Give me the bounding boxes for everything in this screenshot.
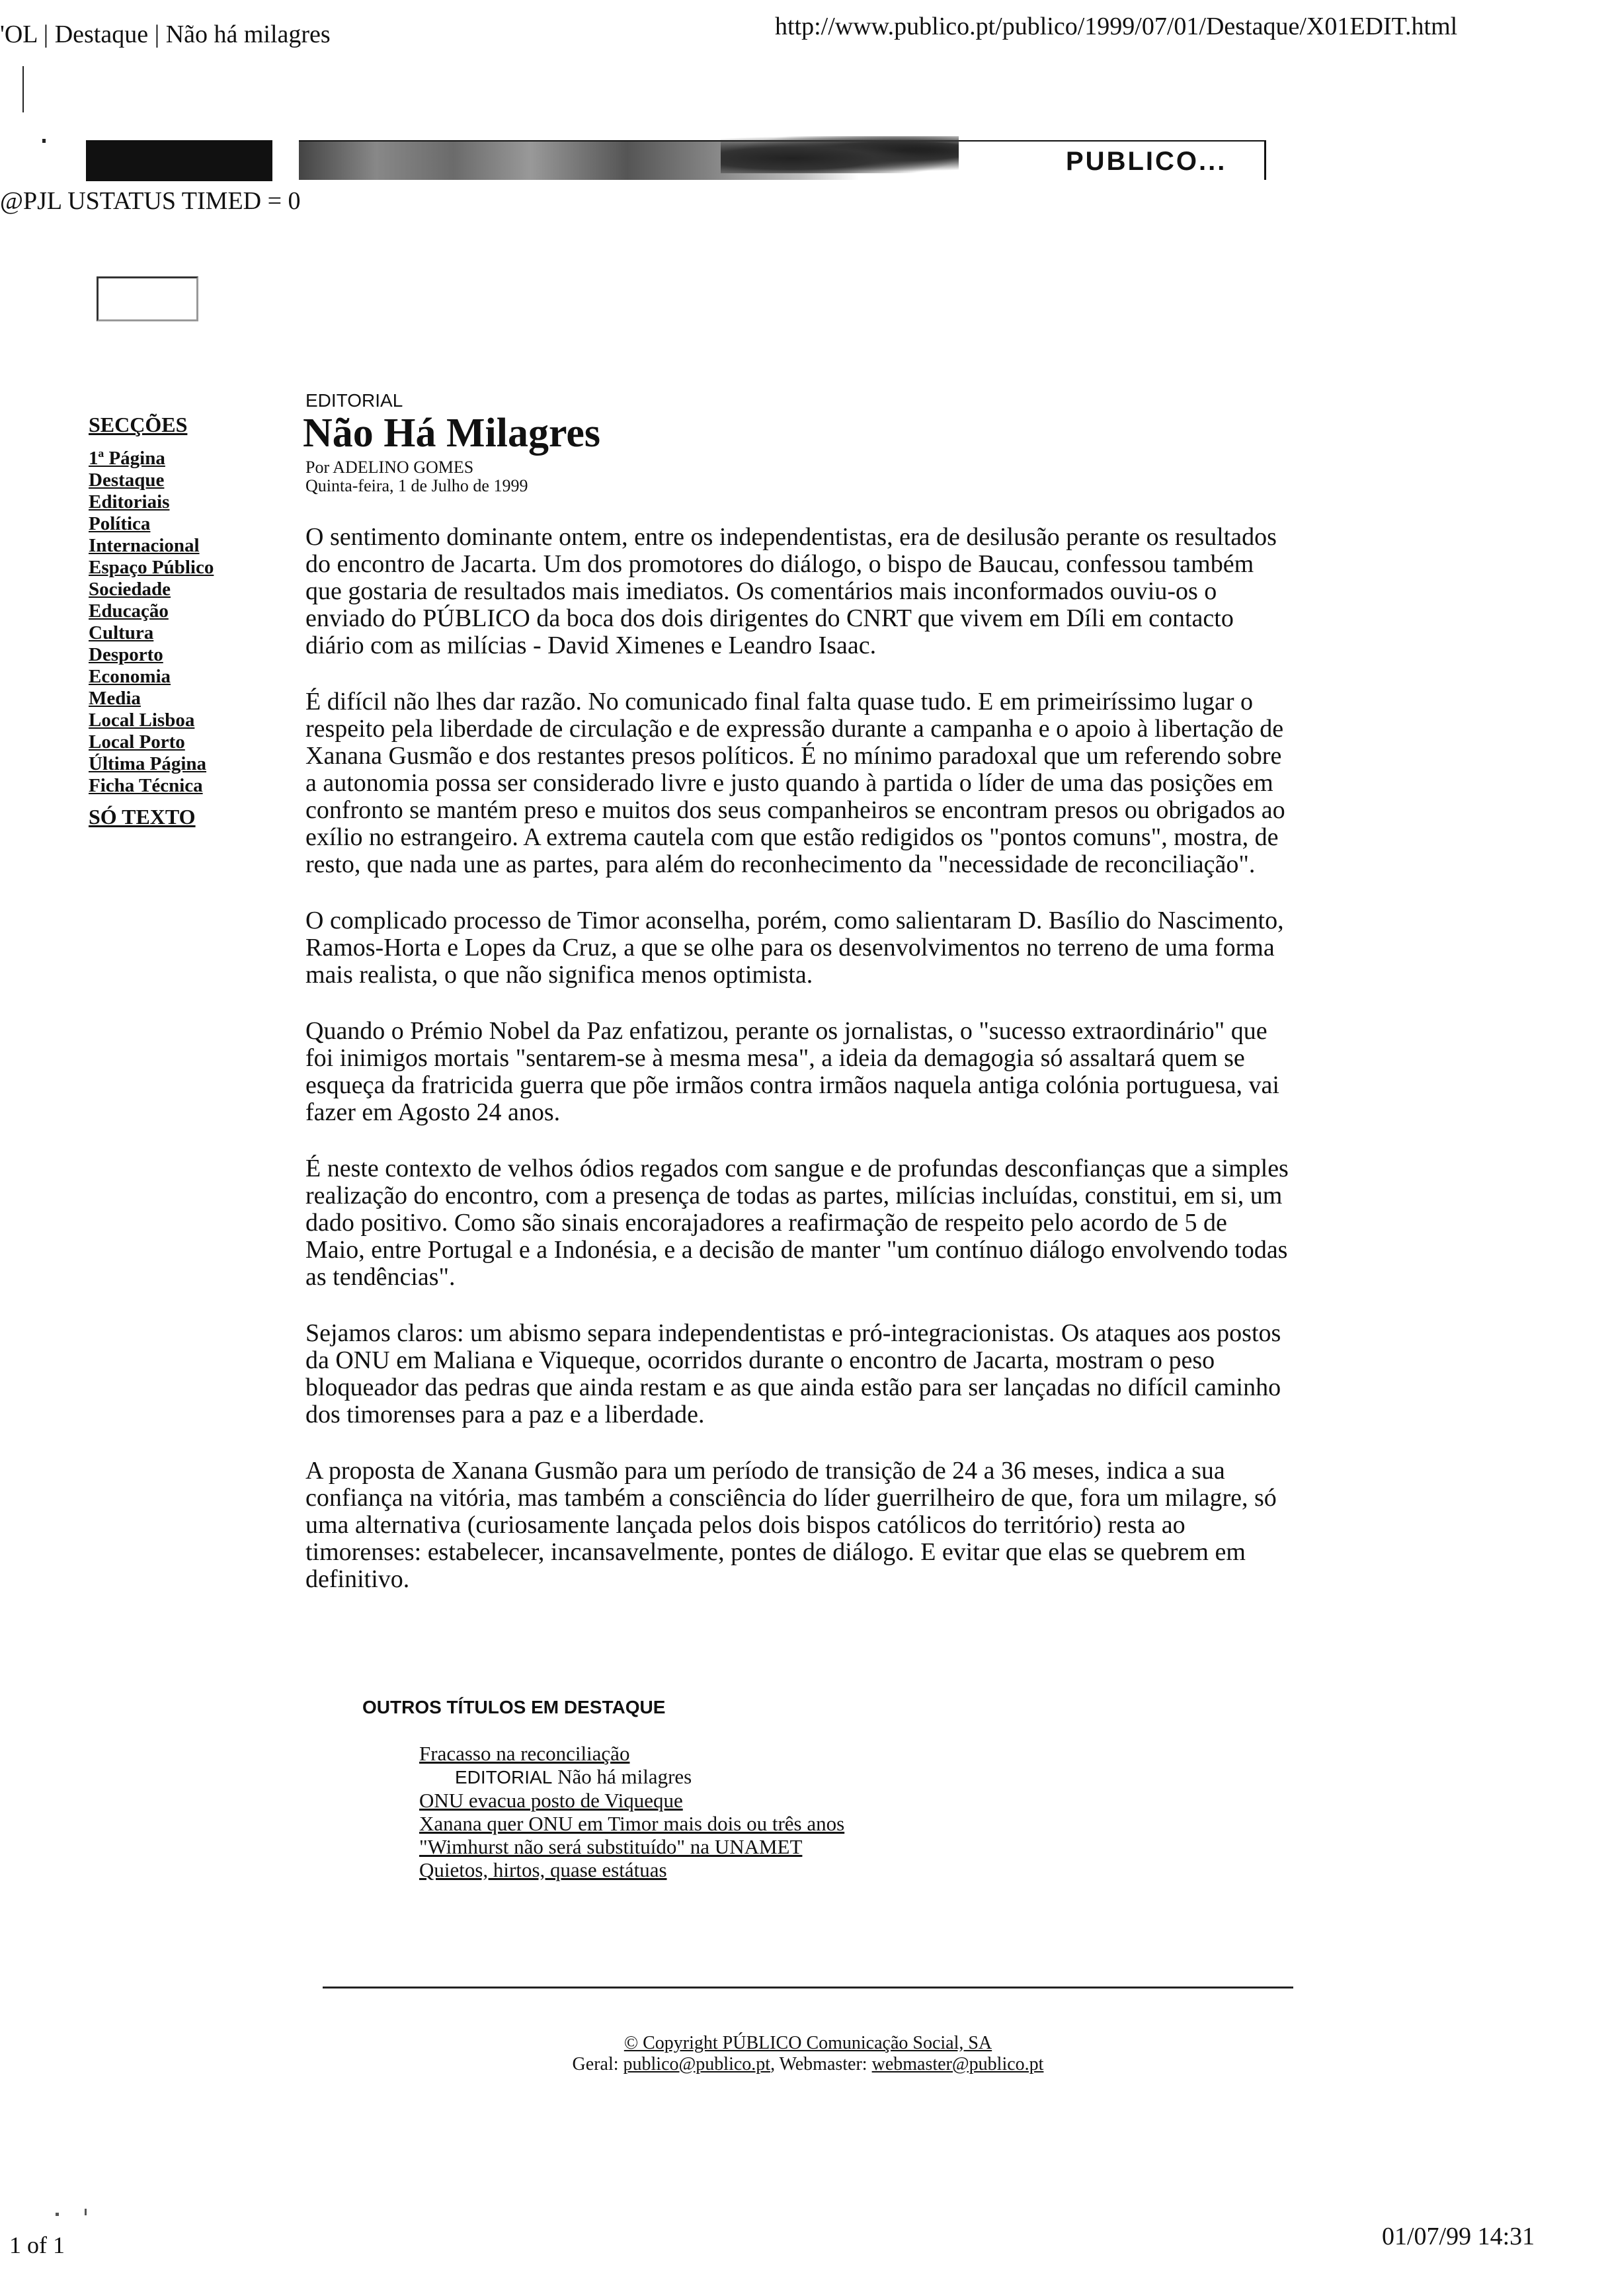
contact-line xyxy=(323,2054,1293,2075)
sidebar-item-local-porto[interactable]: Local Porto xyxy=(89,731,185,753)
printer-status-line: @PJL USTATUS TIMED = 0 xyxy=(0,187,301,215)
scan-speck xyxy=(85,2209,87,2215)
copyright-line xyxy=(323,2033,1293,2054)
sidebar-item-local-lisboa[interactable]: Local Lisboa xyxy=(89,710,195,731)
article-dateline: Quinta-feira, 1 de Julho de 1999 xyxy=(305,476,528,495)
related-current-kicker: EDITORIAL xyxy=(455,1767,553,1787)
sidebar-item-politica[interactable]: Política xyxy=(89,513,151,534)
sections-sidebar xyxy=(89,413,287,829)
copyright-link[interactable]: © Copyright PÚBLICO Comunicação Social, SA xyxy=(623,2033,992,2053)
sidebar-item-media[interactable]: Media xyxy=(89,688,141,709)
sidebar-item-educacao[interactable]: Educação xyxy=(89,600,169,622)
article-headline: Não Há Milagres xyxy=(303,411,601,456)
sidebar-item-ultima-pagina[interactable]: Última Página xyxy=(89,753,207,774)
sidebar-item-espaco-publico[interactable]: Espaço Público xyxy=(89,557,214,578)
related-list xyxy=(362,1742,1288,1881)
scan-mark xyxy=(42,139,46,143)
sidebar-title: SECÇÕES xyxy=(89,413,188,436)
sidebar-item-desporto[interactable]: Desporto xyxy=(89,644,163,665)
sidebar-item-internacional[interactable]: Internacional xyxy=(89,535,200,556)
related-headlines xyxy=(362,1697,1288,1881)
related-link[interactable]: Quietos, hirtos, quase estátuas xyxy=(419,1858,667,1881)
sidebar-item-editoriais[interactable]: Editoriais xyxy=(89,491,170,512)
article-paragraph: O complicado processo de Timor aconselha, porém, como salientaram D. Basílio do Nascimento, Ramos-Horta e Lopes da Cruz, a que se olhe para os desenvolvimentos no terreno de uma forma mais realista, o que não significa menos optimista. xyxy=(305,907,1284,989)
brand-logo: PUBLICO... xyxy=(1066,147,1227,176)
webmaster-label: Webmaster: xyxy=(779,2054,867,2074)
related-link[interactable]: Fracasso na reconciliação xyxy=(419,1742,630,1765)
print-page-url: http://www.publico.pt/publico/1999/07/01/Destaque/X01EDIT.html xyxy=(775,13,1458,40)
sidebar-item-destaque[interactable]: Destaque xyxy=(89,470,165,491)
article-paragraph: Quando o Prémio Nobel da Paz enfatizou, perante os jornalistas, o "sucesso extraordinário" que foi inimigos mortais "sentarem-se à mesma mesa", a ideia da demagogia só assaltará quem se esqueça da fratricida guerra que põe irmãos contra irmãos naquela antiga colónia portuguesa, vai fazer em Agosto 24 anos. xyxy=(305,1017,1279,1126)
related-link[interactable]: Xanana quer ONU em Timor mais dois ou três anos xyxy=(419,1812,845,1835)
text-only-link[interactable]: SÓ TEXTO xyxy=(89,805,196,829)
related-link[interactable]: "Wimhurst não será substituído" na UNAMET xyxy=(419,1835,803,1858)
webmaster-email-link[interactable]: webmaster@publico.pt xyxy=(871,2054,1044,2074)
sidebar-item-sociedade[interactable]: Sociedade xyxy=(89,579,171,600)
article-paragraph: A proposta de Xanana Gusmão para um período de transição de 24 a 36 meses, indica a sua confiança na vitória, mas também a consciência do líder guerrilheiro de que, fora um milagre, só uma alternativa (curiosamente lançada pelos dois bispos católicos do território) resta ao timorenses: estabelecer, incansavelmente, pontes de diálogo. E evitar que elas se quebrem em definitivo. xyxy=(305,1457,1277,1593)
print-page-count: 1 of 1 xyxy=(9,2232,65,2258)
related-current-title: Não há milagres xyxy=(557,1765,692,1788)
image-placeholder-box[interactable] xyxy=(97,276,198,321)
sidebar-item-economia[interactable]: Economia xyxy=(89,666,171,687)
site-footer xyxy=(323,2033,1293,2075)
footer-divider xyxy=(323,1987,1293,1988)
article-paragraph: Sejamos claros: um abismo separa independentistas e pró-integracionistas. Os ataques aos postos da ONU em Maliana e Viqueque, ocorridos durante o encontro de Jacarta, mostram o peso bloqueador das pedras que ainda restam e as que ainda estão para ser lançadas no difícil caminho dos timorenses para a paz e a liberdade. xyxy=(305,1319,1281,1428)
general-email-link[interactable]: publico@publico.pt xyxy=(623,2054,771,2074)
related-link[interactable]: ONU evacua posto de Viqueque xyxy=(419,1789,683,1812)
article-byline: Por ADELINO GOMES xyxy=(305,458,474,477)
article-paragraph: O sentimento dominante ontem, entre os independentistas, era de desilusão perante os resultados do encontro de Jacarta. Um dos promotores do diálogo, o bispo de Baucau, confessou também que gostaria de resultados mais imediatos. Os comentários mais inconformados ouviu-os o enviado do PÚBLICO da boca dos dois dirigentes do CNRT que vivem em Díli em contacto diário com as milícias - David Ximenes e Leandro Isaac. xyxy=(305,523,1277,659)
print-datetime: 01/07/99 14:31 xyxy=(1382,2223,1535,2250)
article-body xyxy=(305,524,1291,1622)
sidebar-item-ficha-tecnica[interactable]: Ficha Técnica xyxy=(89,775,203,796)
article-kicker: EDITORIAL xyxy=(305,390,403,411)
print-page-title: 'OL | Destaque | Não há milagres xyxy=(0,20,331,48)
related-title: OUTROS TÍTULOS EM DESTAQUE xyxy=(362,1697,666,1717)
banner-graphic xyxy=(721,136,959,173)
banner-dark-block xyxy=(86,140,272,181)
sidebar-item-primeira-pagina[interactable]: 1ª Página xyxy=(89,448,165,469)
article-paragraph: É difícil não lhes dar razão. No comunicado final falta quase tudo. E em primeiríssimo lugar o respeito pela liberdade de circulação e de expressão durante a campanha e o apoio à libertação de Xanana Gusmão e dos restantes presos políticos. É no mínimo paradoxal que um referendo sobre a autonomia possa ser considerado livre e justo quando à partida o líder de uma das posições em confronto se mantém preso e muitos dos seus companheiros se encontram presos ou obrigados ao exílio no estrangeiro. A extrema cautela com que estão redigidos os "pontos comuns", mostra, de resto, que nada une as partes, para além do reconhecimento da "necessidade de reconciliação". xyxy=(305,688,1285,878)
related-current-item xyxy=(419,1765,1288,1789)
article-paragraph: É neste contexto de velhos ódios regados com sangue e de profundas desconfianças que a simples realização do encontro, com a presença de todas as partes, milícias incluídas, constitui, em si, um dado positivo. Como são sinais encorajadores a reafirmação de respeito pelo acordo de 5 de Maio, entre Portugal e a Indonésia, e a decisão de manter "um contínuo diálogo envolvendo todas as tendências". xyxy=(305,1155,1289,1291)
general-label: Geral: xyxy=(572,2054,619,2074)
scan-mark xyxy=(22,66,24,112)
sidebar-item-cultura[interactable]: Cultura xyxy=(89,622,154,643)
scan-speck xyxy=(56,2213,59,2216)
contact-separator: , xyxy=(770,2054,776,2074)
